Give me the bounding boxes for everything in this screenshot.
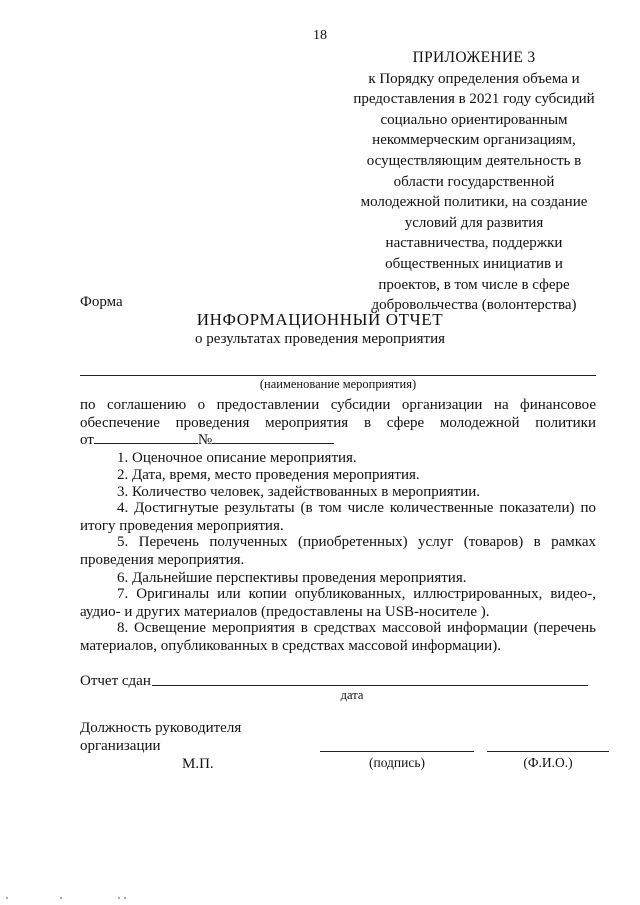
date-caption: дата	[340, 688, 364, 702]
list-item: 3. Количество человек, задействованных в мероприятии.	[117, 484, 481, 500]
agreement-date-number-row	[80, 430, 334, 450]
signature-caption: (подпись)	[368, 755, 426, 770]
number-label: №	[197, 432, 213, 448]
appendix-line: к Порядку определения объема и	[368, 70, 580, 87]
page-number: 18	[313, 28, 327, 43]
list-item: 5. Перечень полученных (приобретенных) услуг (товаров) в рамках проведения мероприятия.	[80, 534, 596, 568]
appendix-line: области государственной	[393, 173, 555, 190]
report-subtitle: о результатах проведения мероприятия	[194, 331, 445, 347]
appendix-line: осуществляющим деятельность в	[366, 152, 582, 169]
appendix-line: добровольчества (волонтерства)	[371, 297, 577, 314]
agreement-number-field[interactable]	[212, 431, 334, 444]
form-label: Форма	[80, 294, 123, 310]
list-item: 2. Дата, время, место проведения мероприятия.	[117, 467, 420, 483]
appendix-line: социально ориентированным	[380, 111, 568, 128]
list-item: 6. Дальнейшие перспективы проведения мероприятия.	[117, 570, 467, 586]
stamp-label: М.П.	[182, 756, 214, 772]
event-name-line[interactable]	[80, 375, 596, 376]
appendix-line: проектов, в том числе в сфере	[378, 276, 570, 293]
event-name-caption: (наименование мероприятия)	[259, 377, 417, 391]
report-title: ИНФОРМАЦИОННЫЙ ОТЧЕТ	[196, 310, 444, 329]
appendix-line: молодежной политики, на создание	[360, 194, 588, 211]
appendix-line: некоммерческим организациям,	[372, 132, 576, 149]
report-submitted-date-line[interactable]	[152, 685, 588, 686]
name-line[interactable]	[487, 751, 609, 752]
list-item: 1. Оценочное описание мероприятия.	[117, 450, 357, 466]
position-label-line-1: Должность руководителя	[80, 720, 242, 736]
report-submitted-label: Отчет сдан	[80, 673, 151, 689]
appendix-line: наставничества, поддержки	[385, 235, 563, 252]
name-caption: (Ф.И.О.)	[523, 755, 573, 770]
signature-line[interactable]	[320, 751, 474, 752]
list-item: 8. Освещение мероприятия в средствах массовой информации (перечень материалов, опубликованных в средствах массовой информации).	[80, 620, 596, 654]
scan-artifact	[0, 897, 640, 903]
appendix-title: ПРИЛОЖЕНИЕ 3	[412, 49, 536, 66]
list-item: 7. Оригиналы или копии опубликованных, иллюстрированных, видео-, аудио- и других материалов (предоставлены на USB-носителе ).	[80, 586, 596, 620]
agreement-date-field[interactable]	[94, 431, 198, 444]
agreement-line-1: по соглашению о предоставлении субсидии организации на финансовое	[80, 397, 596, 413]
appendix-line: предоставления в 2021 году субсидий	[353, 91, 595, 108]
agreement-line-2: обеспечение проведения мероприятия в сфере молодежной политики	[80, 415, 596, 431]
position-label-line-2: организации	[80, 738, 161, 754]
appendix-block	[340, 48, 608, 316]
list-item: 4. Достигнутые результаты (в том числе количественные показатели) по итогу проведения мероприятия.	[80, 500, 596, 534]
from-label: от	[80, 432, 94, 448]
appendix-line: общественных инициатив и	[385, 255, 563, 272]
appendix-line: условий для развития	[404, 214, 544, 231]
